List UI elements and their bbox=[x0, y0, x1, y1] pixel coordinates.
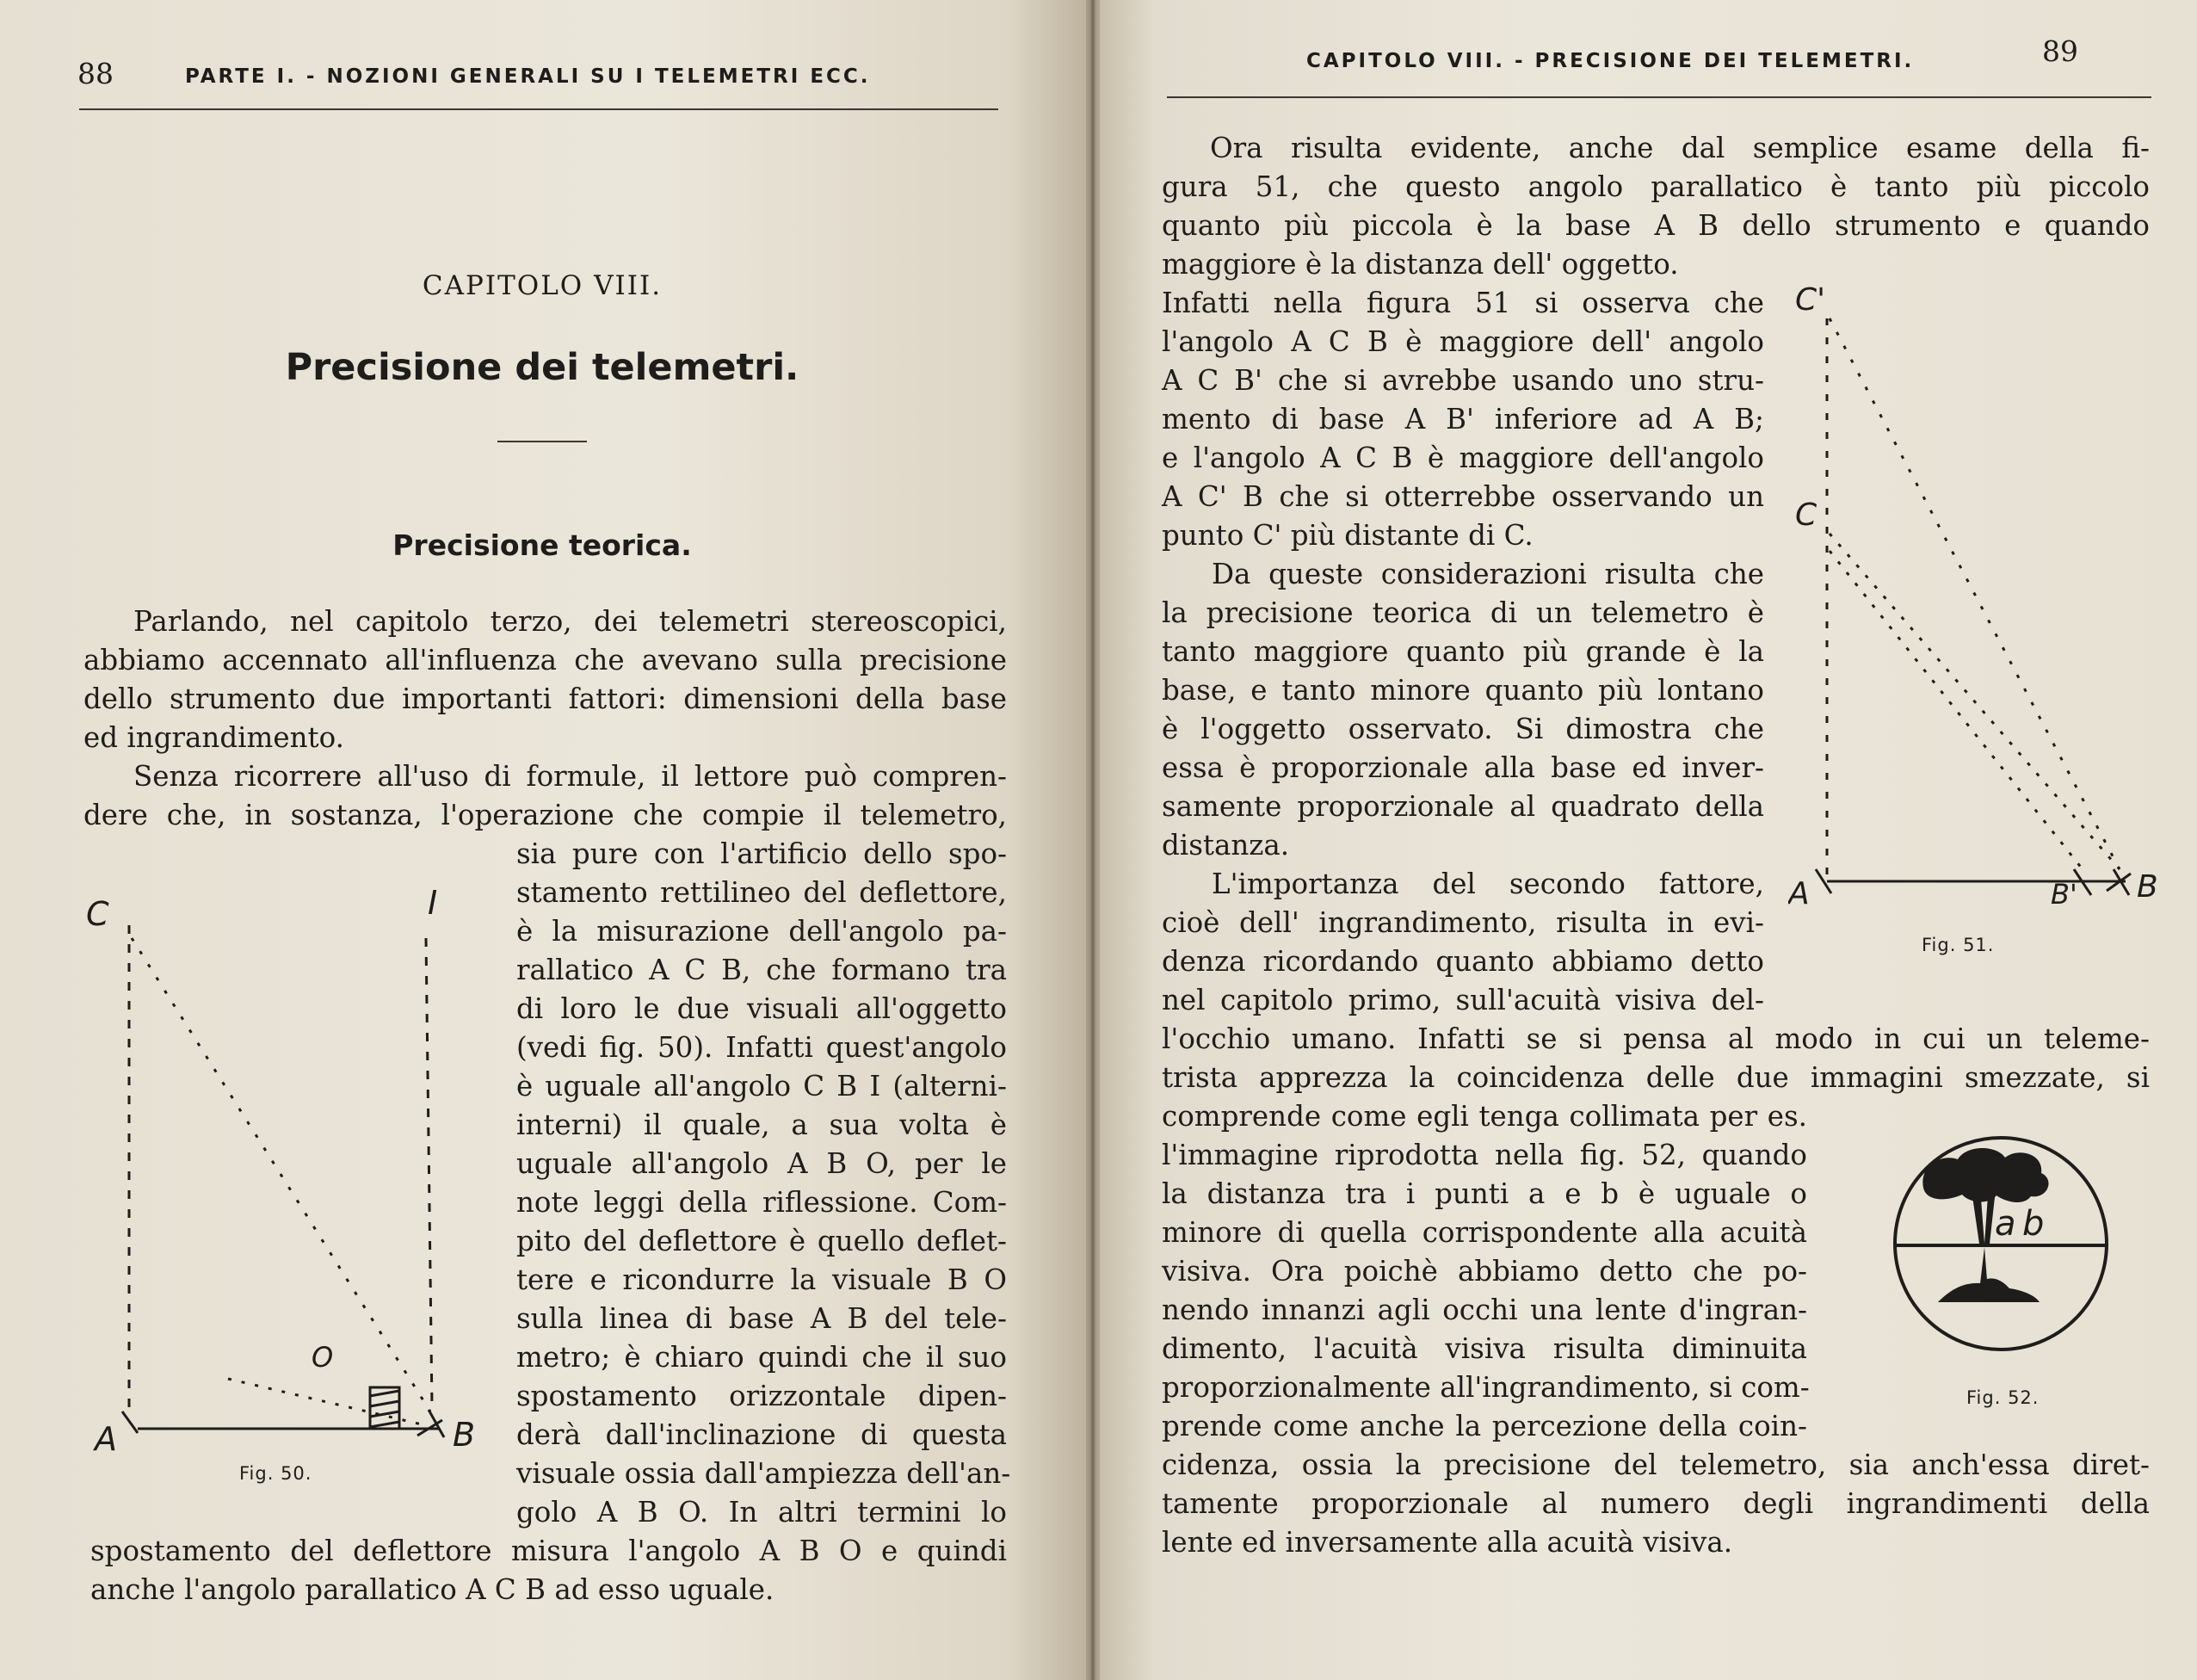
text-line: Parlando, nel capitolo terzo, dei telemetri stereoscopici, bbox=[133, 605, 1007, 638]
text-line: lente ed inversamente alla acuità visiva. bbox=[1162, 1526, 1733, 1559]
text-line: Infatti nella figura 51 si osserva che bbox=[1162, 287, 1764, 319]
text-line: denza ricordando quanto abbiamo detto bbox=[1162, 945, 1764, 978]
chapter-label: CAPITOLO VIII. bbox=[422, 270, 663, 301]
text-line: l'occhio umano. Infatti se si pensa al modo in cui un teleme- bbox=[1162, 1022, 2150, 1055]
text-line: visiva. Ora poichè abbiamo detto che po- bbox=[1162, 1255, 1807, 1288]
text-line: ed ingrandimento. bbox=[83, 721, 344, 754]
text-line: minore di quella corrispondente alla acuità bbox=[1162, 1216, 1807, 1249]
text-line: uguale all'angolo A B O, per le bbox=[516, 1147, 1007, 1180]
text-line: gura 51, che questo angolo parallatico è tanto più piccolo bbox=[1162, 170, 2150, 203]
text-line: l'immagine riprodotta nella fig. 52, quando bbox=[1162, 1139, 1807, 1171]
text-line: dello strumento due importanti fattori: dimensioni della base bbox=[83, 682, 1007, 715]
text-line: dere che, in sostanza, l'operazione che compie il telemetro, bbox=[83, 799, 1007, 831]
header-rule bbox=[79, 108, 998, 110]
text-line: anche l'angolo parallatico A C B ad esso uguale. bbox=[90, 1573, 775, 1606]
chapter-title: Precisione dei telemetri. bbox=[285, 346, 799, 389]
text-line: e l'angolo A C B è maggiore dell'angolo bbox=[1162, 442, 1764, 474]
figure-50-label-a: A bbox=[95, 1420, 117, 1458]
text-line: la precisione teorica di un telemetro è bbox=[1162, 596, 1764, 629]
text-line: l'angolo A C B è maggiore dell' angolo bbox=[1162, 325, 1764, 358]
text-line: spostamento del deflettore misura l'angolo A B O e quindi bbox=[90, 1535, 1007, 1567]
text-line: distanza. bbox=[1162, 829, 1290, 862]
text-line: pito del deflettore è quello deflet- bbox=[516, 1225, 1007, 1257]
running-header: PARTE I. - NOZIONI GENERALI SU I TELEMETRI ECC. bbox=[185, 65, 871, 88]
text-line: golo A B O. In altri termini lo bbox=[516, 1496, 1007, 1529]
text-line: sia pure con l'artificio dello spo- bbox=[516, 837, 1007, 870]
figure-51-label-b-prime: B' bbox=[2051, 878, 2077, 911]
text-line: mento di base A B' inferiore ad A B; bbox=[1162, 403, 1764, 435]
text-line: (vedi fig. 50). Infatti quest'angolo bbox=[516, 1031, 1007, 1064]
text-line: samente proporzionale al quadrato della bbox=[1162, 790, 1764, 823]
text-line: derà dall'inclinazione di questa bbox=[516, 1418, 1007, 1451]
figure-51-label-a: A bbox=[1788, 876, 1810, 911]
text-line: proporzionalmente all'ingrandimento, si com- bbox=[1162, 1371, 1810, 1404]
figure-52-label-b: b bbox=[2022, 1204, 2045, 1244]
text-line: tanto maggiore quanto più grande è la bbox=[1162, 635, 1764, 668]
text-line: Senza ricorrere all'uso di formule, il lettore può compren- bbox=[133, 760, 1007, 793]
text-line: cidenza, ossia la precisione del telemetro, sia anch'essa diret- bbox=[1162, 1448, 2150, 1481]
text-line: nendo innanzi agli occhi una lente d'ingran- bbox=[1162, 1294, 1807, 1326]
text-line: tamente proporzionale al numero degli ingrandimenti della bbox=[1162, 1487, 2150, 1520]
figure-50-label-i: I bbox=[428, 886, 438, 922]
title-divider bbox=[497, 441, 587, 442]
figure-51-diagram bbox=[1788, 275, 2175, 930]
text-line: è l'oggetto osservato. Si dimostra che bbox=[1162, 713, 1764, 745]
text-line: nel capitolo primo, sull'acuità visiva del- bbox=[1162, 984, 1764, 1016]
text-line: quanto più piccola è la base A B dello strumento e quando bbox=[1162, 209, 2150, 242]
text-line: è uguale all'angolo C B I (alterni- bbox=[516, 1070, 1007, 1102]
header-rule bbox=[1167, 96, 2151, 98]
text-line: comprende come egli tenga collimata per es. bbox=[1162, 1100, 1807, 1133]
figure-52-label-a: a bbox=[1995, 1204, 2016, 1244]
figure-51-label-c: C bbox=[1795, 497, 1817, 533]
figure-52-caption: Fig. 52. bbox=[1966, 1387, 2040, 1408]
text-line: metro; è chiaro quindi che il suo bbox=[516, 1341, 1007, 1374]
figure-51-caption: Fig. 51. bbox=[1922, 935, 1995, 955]
left-page bbox=[0, 0, 1086, 1680]
figure-51-label-b: B bbox=[2137, 869, 2158, 905]
figure-50-label-o: O bbox=[312, 1341, 334, 1374]
right-page bbox=[1100, 0, 2197, 1680]
text-line: trista apprezza la coincidenza delle due immagini smezzate, si bbox=[1162, 1061, 2150, 1094]
section-title: Precisione teorica. bbox=[392, 528, 692, 562]
text-line: cioè dell' ingrandimento, risulta in evi- bbox=[1162, 906, 1764, 939]
text-line: abbiamo accennato all'influenza che avevano sulla precisione bbox=[83, 644, 1007, 676]
running-header: CAPITOLO VIII. - PRECISIONE DEI TELEMETRI. bbox=[1306, 50, 1915, 72]
text-line: A C B' che si avrebbe usando uno stru- bbox=[1162, 364, 1764, 397]
figure-50-caption: Fig. 50. bbox=[239, 1463, 312, 1484]
text-line: interni) il quale, a sua volta è bbox=[516, 1109, 1007, 1141]
text-line: è la misurazione dell'angolo pa- bbox=[516, 915, 1007, 948]
figure-50-diagram bbox=[77, 886, 491, 1472]
text-line: stamento rettilineo del deflettore, bbox=[516, 876, 1007, 909]
text-line: dimento, l'acuità visiva risulta diminuita bbox=[1162, 1332, 1807, 1365]
text-line: Da queste considerazioni risulta che bbox=[1212, 558, 1764, 590]
text-line: Ora risulta evidente, anche dal semplice esame della fi- bbox=[1210, 132, 2150, 164]
figure-52-diagram bbox=[1859, 1106, 2143, 1381]
figure-50-label-c: C bbox=[86, 895, 109, 933]
text-line: base, e tanto minore quanto più lontano bbox=[1162, 674, 1764, 707]
text-line: rallatico A C B, che formano tra bbox=[516, 954, 1007, 986]
text-line: sulla linea di base A B del tele- bbox=[516, 1302, 1007, 1335]
text-line: note leggi della riflessione. Com- bbox=[516, 1186, 1007, 1219]
text-line: punto C' più distante di C. bbox=[1162, 519, 1534, 552]
page-number: 89 bbox=[2042, 34, 2078, 68]
figure-51-label-c-prime: C' bbox=[1795, 282, 1826, 318]
text-line: essa è proporzionale alla base ed inver- bbox=[1162, 751, 1764, 784]
text-line: A C' B che si otterrebbe osservando un bbox=[1162, 480, 1764, 513]
text-line: spostamento orizzontale dipen- bbox=[516, 1380, 1007, 1412]
text-line: visuale ossia dall'ampiezza dell'an- bbox=[516, 1457, 1011, 1490]
text-line: prende come anche la percezione della coin- bbox=[1162, 1410, 1807, 1442]
text-line: maggiore è la distanza dell' oggetto. bbox=[1162, 248, 1679, 281]
figure-50-label-b: B bbox=[453, 1416, 476, 1454]
page-number: 88 bbox=[77, 57, 114, 90]
text-line: di loro le due visuali all'oggetto bbox=[516, 992, 1007, 1025]
text-line: L'importanza del secondo fattore, bbox=[1212, 868, 1764, 900]
text-line: tere e ricondurre la visuale B O bbox=[516, 1263, 1007, 1296]
text-line: la distanza tra i punti a e b è uguale o bbox=[1162, 1177, 1807, 1210]
